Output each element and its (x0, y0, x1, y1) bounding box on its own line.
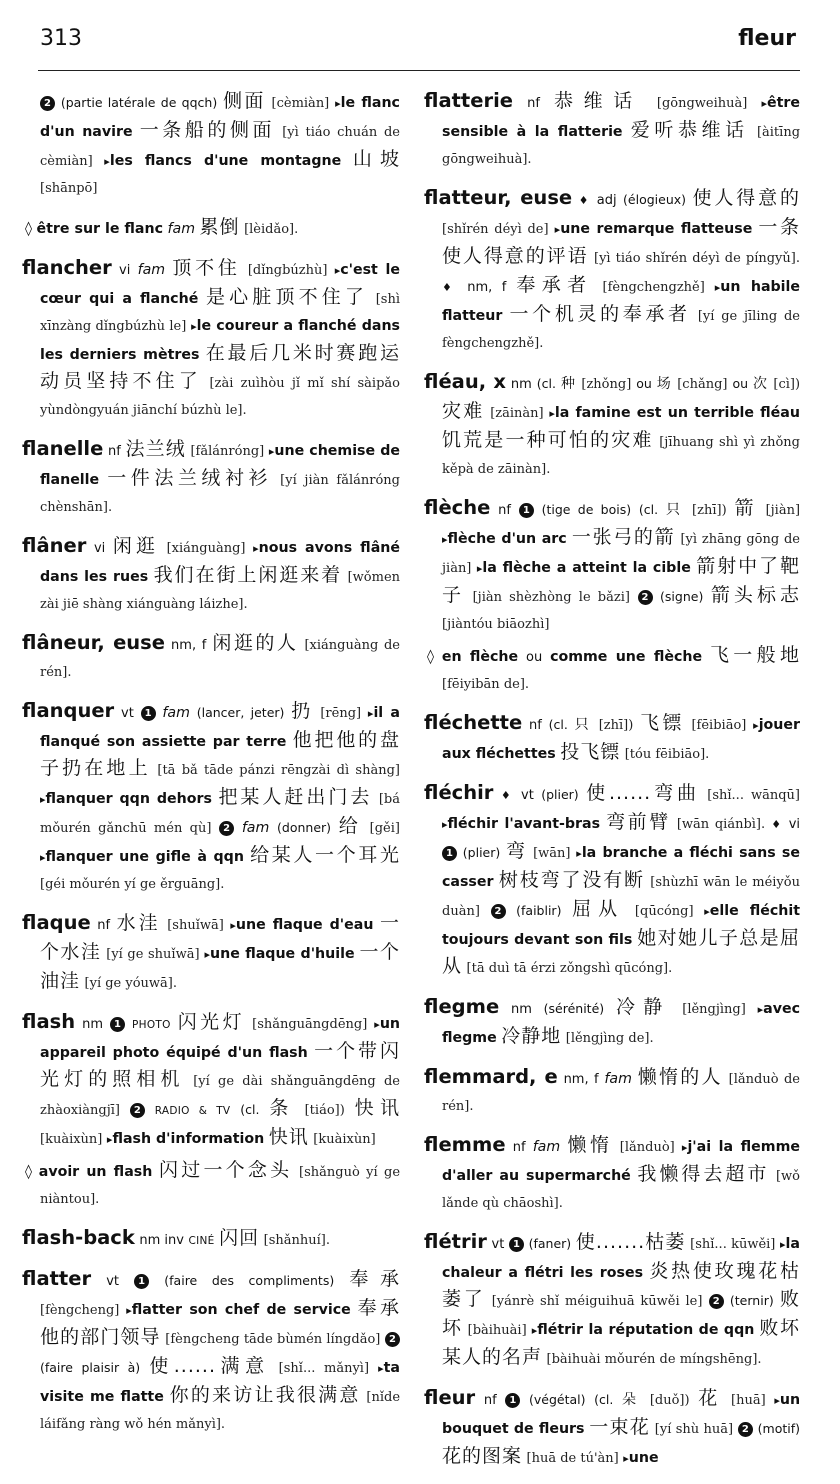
example-marker-icon: ▸ (704, 905, 710, 918)
example-marker-icon: ▸ (780, 1238, 786, 1251)
headword: flancher (22, 256, 112, 279)
example-marker-icon: ▸ (253, 542, 259, 555)
sense-number-2: 2 (40, 96, 55, 111)
example-marker-icon: ▸ (442, 533, 448, 546)
expression-entry: ◊ avoir un flash 闪过一个念头 [shǎnguò yí ge niàntou]. (25, 1159, 401, 1207)
left-column (22, 88, 400, 1450)
example-marker-icon: ▸ (757, 1003, 764, 1016)
example-marker-icon: ▸ (549, 407, 555, 420)
entry-flash-back: flash-back nm inv CINÉ 闪回 [shǎnhuí]. (22, 1226, 330, 1249)
headword: flemmard, e (424, 1065, 558, 1088)
example-marker-icon: ▸ (554, 223, 561, 236)
headword: flâner (22, 534, 87, 557)
sense-number-1: 1 (110, 1017, 125, 1032)
diamond-icon: ♦ (578, 194, 591, 207)
entry-flaque: flaque nf 水洼 [shuǐwā] ▸une flaque d'eau 一个水洼 [yí ge shuǐwā] ▸une flaque d'huile 一个油洼 [yí ge yóuwā]. (22, 911, 400, 992)
entry-fleur: fleur nf 1 (végétal) (cl. 朵 [duǒ]) 花 [huā] ▸un bouquet de fleurs 一束花 [yí shù huā] 2 (motif) 花的图案 [huā de tú'àn] ▸une (424, 1386, 801, 1467)
diamond-icon: ♦ (771, 818, 783, 831)
diamond-icon: ◊ (25, 1164, 33, 1180)
diamond-icon: ♦ (500, 789, 514, 802)
example-marker-icon: ▸ (714, 281, 721, 294)
entry-flatteur: flatteur, euse ♦ adj (élogieux) 使人得意的 [shǐrén déyì de] ▸une remarque flatteuse 一条使人得意的评语 [yì tiáo shǐrén déyì de píngyǔ]. ♦ nm, f 奉承者 [fèngchengzhě] ▸un habile flatteur 一个机灵的奉承者 [yí ge jīling de fèngchengzhě]. (424, 186, 801, 351)
entry-fleche: flèche nf 1 (tige de bois) (cl. 只 [zhī]) 箭 [jiàn] ▸flèche d'un arc 一张弓的箭 [yì zhāng gōng de jiàn] ▸la flèche a atteint la cible 箭射中了靶子 [jiàn shèzhòng le bǎzi] 2 (signe) 箭头标志 [jiàntóu biāozhì] (424, 496, 801, 632)
sense-number-1: 1 (442, 846, 457, 861)
headword: flanelle (22, 437, 104, 460)
right-column (424, 88, 800, 1484)
headword: flaque (22, 911, 91, 934)
sense-number-2: 2 (491, 904, 506, 919)
headword: flash (22, 1010, 76, 1033)
example-marker-icon: ▸ (761, 97, 767, 110)
headword: flemme (424, 1133, 506, 1156)
page-number: 313 (40, 26, 82, 51)
entry-flaner: flâner vi 闲逛 [xiánguàng] ▸nous avons flâné dans les rues 我们在街上闲逛来着 [wǒmen zài jiē shàng xiánguàng láizhe]. (22, 534, 401, 612)
headword: flatter (22, 1267, 92, 1290)
example-marker-icon: ▸ (335, 97, 341, 110)
headword: flegme (424, 995, 500, 1018)
entry-flechir: fléchir ♦ vt (plier) 使......弯曲 [shǐ... wānqū] ▸fléchir l'avant-bras 弯前臂 [wān qiánbì]. ♦ vi 1 (plier) 弯 [wān] ▸la branche a fléchi sans se casser 树枝弯了没有断 [shùzhī wān le méiyǒu duàn] 2 (faiblir) 屈从 [qūcóng] ▸elle fléchit toujours devant son fils 她对她儿子总是屈从 [tā duì tā érzi zǒngshì qūcóng]. (424, 781, 801, 977)
running-head: fleur (738, 26, 796, 51)
headword: fléau, x (424, 370, 506, 393)
diamond-icon: ◊ (25, 221, 33, 237)
entry-flechette: fléchette nf (cl. 只 [zhī]) 飞镖 [fēibiāo] ▸jouer aux fléchettes 投飞镖 [tóu fēibiāo]. (424, 711, 801, 763)
entry-flanquer: flanquer vt 1 fam (lancer, jeter) 扔 [rēng] ▸il a flanqué son assiette par terre 他把他的盘子扔在地上 [tā bǎ tāde pánzi rēngzài dì shàng] ▸flanquer qqn dehors 把某人赶出门去 [bá mǒurén gǎnchū mén qù] 2 fam (donner) 给 [gěi] ▸flanquer une gifle à qqn 给某人一个耳光 [géi mǒurén yí ge ěrguāng]. (22, 699, 400, 892)
headword: fleur (424, 1386, 476, 1409)
entry-flegme: flegme nm (sérénité) 冷静 [lěngjìng] ▸avec flegme 冷静地 [lěngjìng de]. (424, 995, 800, 1047)
sense-number-2: 2 (219, 821, 234, 836)
entry-fletrir: flétrir vt 1 (faner) 使.......枯萎 [shǐ... kūwěi] ▸la chaleur a flétri les roses 炎热使玫瑰花枯萎了 [yánrè shǐ méiguihuā kūwěi le] 2 (ternir) 败坏 [bàihuài] ▸flétrir la réputation de qqn 败坏某人的名声 [bàihuài mǒurén de míngshēng]. (424, 1230, 800, 1368)
diamond-icon: ◊ (427, 649, 435, 665)
example-marker-icon: ▸ (753, 719, 759, 732)
entry-flatterie: flatterie nf 恭维话 [gōngweihuà] ▸être sensible à la flatterie 爱听恭维话 [àitīng gōngweihuà]. (424, 89, 801, 167)
sense-number-1: 1 (519, 503, 534, 518)
example-marker-icon: ▸ (106, 1133, 113, 1146)
entry-flemmard: flemmard, e nm, f fam 懒惰的人 [lǎnduò de rén]. (424, 1065, 800, 1114)
diamond-icon: ♦ (442, 281, 458, 294)
header-rule (38, 70, 800, 71)
dictionary-entry: 2 (partie latérale de qqch) 侧面 [cèmiàn] ▸le flanc d'un navire 一条船的侧面 [yì tiáo chuán de cèmiàn] ▸les flancs d'une montagne 山坡 [shānpō] (40, 90, 401, 196)
sense-number-1: 1 (134, 1274, 149, 1289)
headword: flétrir (424, 1230, 487, 1253)
example-marker-icon: ▸ (191, 320, 197, 333)
headword: flatterie (424, 89, 514, 112)
sense-number-2: 2 (385, 1332, 400, 1347)
expression-entry: ◊ être sur le flanc fam 累倒 [lèidǎo]. (25, 216, 299, 238)
sense-number-2: 2 (738, 1422, 753, 1437)
example-marker-icon: ▸ (40, 851, 46, 864)
sense-number-2: 2 (130, 1103, 145, 1118)
headword: fléchette (424, 711, 523, 734)
entry-fleau: fléau, x nm (cl. 种 [zhǒng] ou 场 [chǎng] ou 次 [cì]) 灾难 [zāinàn] ▸la famine est un terrible fléau 饥荒是一种可怕的灾难 [jīhuang shì yì zhǒng kěpà de zāinàn]. (424, 370, 801, 477)
sense-number-2: 2 (709, 1294, 724, 1309)
expression-entry: ◊ en flèche ou comme une flèche 飞一般地 [fēiyibān de]. (427, 644, 800, 692)
headword: flash-back (22, 1226, 135, 1249)
example-marker-icon: ▸ (204, 948, 210, 961)
entry-flancher: flancher vi fam 顶不住 [dǐngbúzhù] ▸c'est le cœur qui a flanché 是心脏顶不住了 [shì xīnzàng dǐngbúzhù le] ▸le coureur a flanché dans les derniers mètres 在最后几米时赛跑运动员坚持不住了 [zài zuìhòu jǐ mǐ shí sàipǎo yùndòngyuán jiānchí búzhù le]. (22, 256, 401, 418)
entry-flaneur: flâneur, euse nm, f 闲逛的人 [xiánguàng de rén]. (22, 631, 400, 680)
example-marker-icon: ▸ (334, 264, 341, 277)
example-marker-icon: ▸ (378, 1362, 384, 1375)
sense-number-1: 1 (141, 706, 156, 721)
example-marker-icon: ▸ (40, 793, 46, 806)
headword: flâneur, euse (22, 631, 166, 654)
entry-flanelle: flanelle nf 法兰绒 [fǎlánróng] ▸une chemise de flanelle 一件法兰绒衬衫 [yí jiàn fǎlánróng chènshān]. (22, 437, 400, 515)
example-marker-icon: ▸ (268, 445, 275, 458)
headword: flèche (424, 496, 491, 519)
headword: flatteur, euse (424, 186, 573, 209)
example-marker-icon: ▸ (367, 707, 374, 720)
sense-number-2: 2 (638, 590, 653, 605)
example-marker-icon: ▸ (681, 1141, 688, 1154)
example-marker-icon: ▸ (374, 1018, 380, 1031)
entry-flatter: flatter vt 1 (faire des compliments) 奉承 [fèngcheng] ▸flatter son chef de service 奉承他的部门领导 [fèngcheng tāde bùmén língdǎo] 2 (faire plaisir à) 使......满意 [shǐ... mǎnyì] ▸ta visite me flatte 你的来访让我很满意 [nǐde láifǎng ràng wǒ hén mǎnyì]. (22, 1267, 401, 1432)
headword: fléchir (424, 781, 494, 804)
entry-flash: flash nm 1 PHOTO 闪光灯 [shǎnguāngdēng] ▸un appareil photo équipé d'un flash 一个带闪光灯的照相机 [yí ge dài shǎnguāngdēng de zhàoxiàngjī] 2 RADIO & TV (cl. 条 [tiáo]) 快讯 [kuàixùn] ▸flash d'information 快讯 [kuàixùn] (22, 1010, 401, 1148)
example-marker-icon: ▸ (104, 155, 110, 168)
example-marker-icon: ▸ (126, 1304, 132, 1317)
example-marker-icon: ▸ (531, 1324, 538, 1337)
sense-number-1: 1 (505, 1393, 520, 1408)
example-marker-icon: ▸ (476, 562, 483, 575)
example-marker-icon: ▸ (774, 1394, 780, 1407)
headword: flanquer (22, 699, 115, 722)
example-marker-icon: ▸ (442, 818, 448, 831)
sense-number-1: 1 (509, 1237, 524, 1252)
example-marker-icon: ▸ (230, 919, 236, 932)
example-marker-icon: ▸ (576, 847, 582, 860)
entry-flemme: flemme nf fam 懒惰 [lǎnduò] ▸j'ai la flemme d'aller au supermarché 我懒得去超市 [wǒ lǎnde qù chāoshì]. (424, 1133, 800, 1211)
example-marker-icon: ▸ (623, 1452, 629, 1465)
